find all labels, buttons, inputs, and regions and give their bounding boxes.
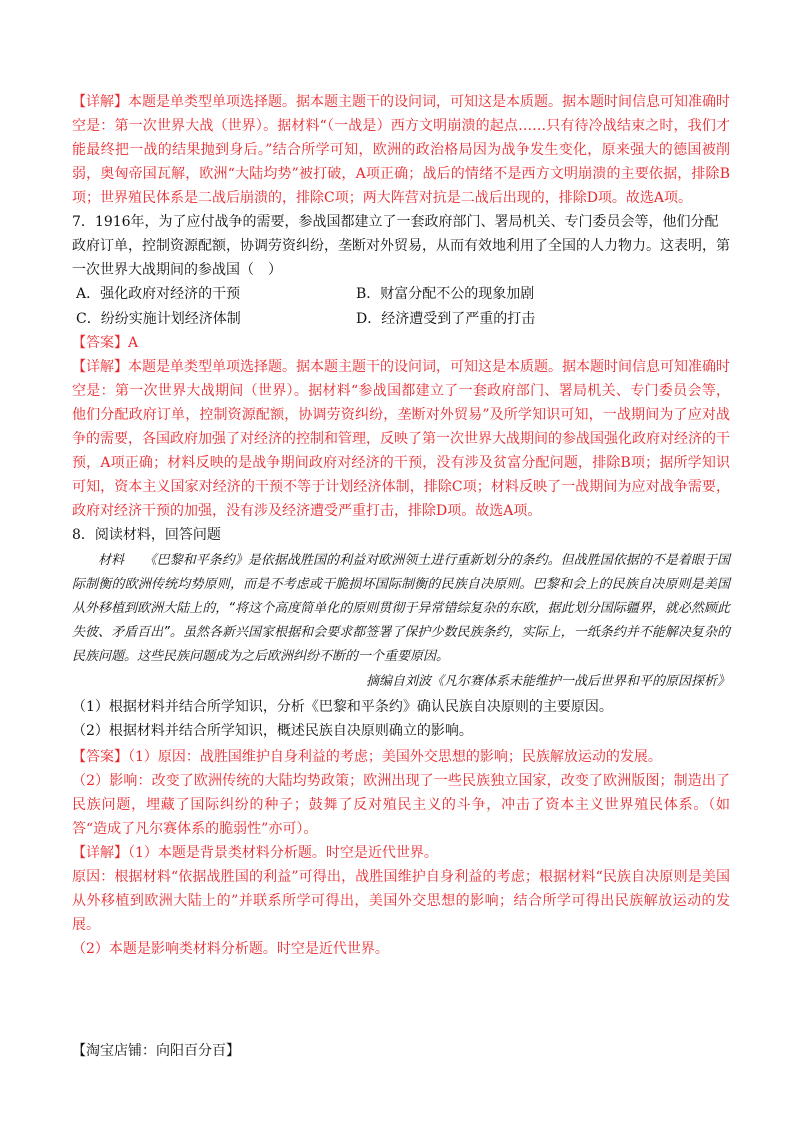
q8-material: 材料 《巴黎和平条约》是依据战胜国的利益对欧洲领土进行重新划分的条约。但战胜国依据的不是着眼于国际制衡的欧洲传统均势原则，而是不考虑或干脆损坏国际制衡的民族自决原则。巴黎和会上的民族自决原则是美国从外移植到欧洲大陆上的，“将这个高度简单化的原则贯彻于异常错综复杂的东欧，据此划分国际疆界，就必然顾此失彼、矛盾百出”。虽然各新兴国家根据和会要求都签署了保护少数民族条约，实际上，一纸条约并不能解决复杂的民族问题。这些民族问题成为之后欧洲纠纷不断的一个重要原因。 bbox=[72, 553, 730, 664]
q8-sub-question-2: （2）根据材料并结合所学知识，概述民族自决原则确立的影响。 bbox=[72, 723, 473, 739]
q6-detail: 【详解】本题是单类型单项选择题。据本题主题干的设问词，可知这是本质题。据本题时间信息可知准确时空是：第一次世界大战（世界）。据材料“（一战是）西方文明崩溃的起点……只有待冷战结束之时，我们才能最终把一战的结果抛到身后。”结合所学可知，欧洲的政治格局因为战争发生变化，原来强大的德国被削弱，奥匈帝国瓦解，欧洲“大陆均势”被打破，A项正确；战后的情绪不是西方文明崩溃的主要依据，排除B项；世界殖民体系是二战后崩溃的，排除C项；两大阵营对抗是二战后出现的，排除D项。故选A项。 bbox=[72, 94, 730, 206]
q8-detail-2: 原因：根据材料“依据战胜国的利益”可得出，战胜国维护自身利益的考虑；根据材料“民族自决原则是美国从外移植到欧洲大陆上的”并联系所学可得出，美国外交思想的影响；结合所学可得出民族解放运动的发展。 bbox=[72, 869, 730, 933]
q8-stem: 8．阅读材料，回答问题 bbox=[72, 527, 221, 543]
q7-answer: 【答案】A bbox=[72, 335, 139, 351]
q7-detail: 【详解】本题是单类型单项选择题。据本题主题干的设问词，可知这是本质题。据本题时间信息可知准确时空是：第一次世界大战期间（世界）。据材料“参战国都建立了一套政府部门、署局机关、专门委员会等，他们分配政府订单，控制资源配额，协调劳资纠纷，垄断对外贸易”及所学知识可知，一战期间为了应对战争的需要，各国政府加强了对经济的控制和管理，反映了第一次世界大战期间的参战国强化政府对经济的干预，A项正确；材料反映的是战争期间政府对经济的干预，没有涉及贫富分配问题，排除B项；据所学知识可知，资本主义国家对经济的干预不等于计划经济体制，排除C项；材料反映了一战期间为应对战争需要，政府对经济干预的加强，没有涉及经济遭受严重打击，排除D项。故选A项。 bbox=[72, 359, 730, 519]
q7-option-a: A．强化政府对经济的干预 bbox=[76, 286, 241, 302]
q8-detail-1: 【详解】（1）本题是背景类材料分析题。时空是近代世界。 bbox=[72, 845, 438, 861]
q8-source: 摘编自刘波《凡尔赛体系未能维护一战后世界和平的原因探析》 bbox=[365, 674, 730, 689]
document-page bbox=[72, 90, 730, 961]
q7-option-d: D．经济遭受到了严重的打击 bbox=[356, 310, 536, 327]
q7-option-c: C．纷纷实施计划经济体制 bbox=[76, 310, 241, 327]
q8-answer-2: （2）影响：改变了欧洲传统的大陆均势政策；欧洲出现了一些民族独立国家，改变了欧洲版图；制造出了民族问题，埋藏了国际纠纷的种子；鼓舞了反对殖民主义的斗争，冲击了资本主义世界殖民体系。（如答“造成了凡尔赛体系的脆弱性”亦可）。 bbox=[72, 773, 730, 837]
q8-answer-1: 【答案】（1）原因：战胜国维护自身利益的考虑；美国外交思想的影响；民族解放运动的发展。 bbox=[72, 749, 662, 765]
q8-sub-question-1: （1）根据材料并结合所学知识，分析《巴黎和平条约》确认民族自决原则的主要原因。 bbox=[72, 699, 613, 715]
q7-options bbox=[72, 282, 730, 331]
q8-detail-3: （2）本题是影响类材料分析题。时空是近代世界。 bbox=[72, 941, 389, 957]
q7-option-b: B．财富分配不公的现象加剧 bbox=[356, 286, 535, 302]
q7-stem: 7．1916年，为了应付战争的需要，参战国都建立了一套政府部门、署局机关、专门委员会等，他们分配政府订单，控制资源配额，协调劳资纠纷，垄断对外贸易，从而有效地利用了全国的人力物力。这表明，第一次世界大战期间的参战国（ ） bbox=[72, 214, 730, 278]
shop-footer: 【淘宝店铺：向阳百分百】 bbox=[72, 1043, 240, 1059]
